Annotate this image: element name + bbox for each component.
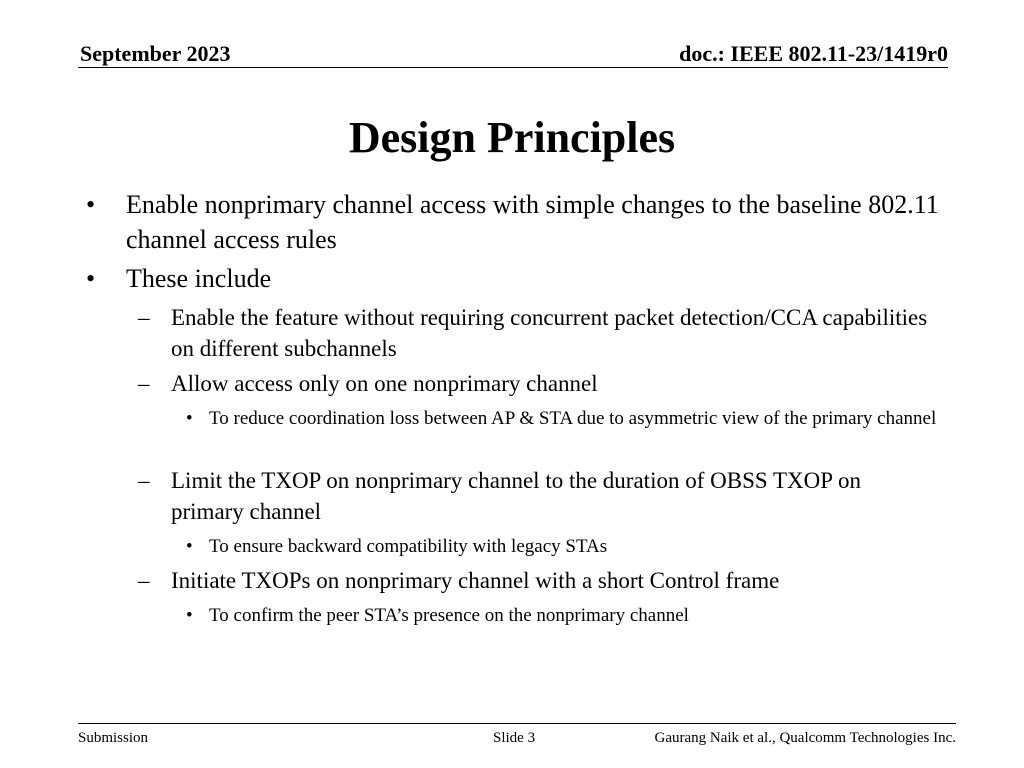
bullet-text: These include [126,264,272,293]
slide-header-date: September 2023 [80,41,231,66]
sub-bullet-text: Limit the TXOP on nonprimary channel to the duration of OBSS TXOP on primary channel [171,468,861,524]
sub-bullet-text: Initiate TXOPs on nonprimary channel with a short Control frame [171,568,780,593]
bullet-text: Enable nonprimary channel access with simple changes to the baseline 802.11 channel access rules [126,190,939,254]
footer-authors: Gaurang Naik et al., Qualcomm Technologies Inc. [654,730,956,746]
slide-header-doc-id: doc.: IEEE 802.11-23/1419r0 [679,41,948,66]
sub-sub-bullet-text: To ensure backward compatibility with legacy STAs [209,536,608,557]
footer-submission: Submission [78,730,149,746]
slide-title: Design Principles [348,113,676,162]
dash-marker: – [138,305,150,330]
dash-marker: – [138,371,150,396]
bullet-marker: • [186,408,193,429]
sub-bullet-text: Enable the feature without requiring concurrent packet detection/CCA capabilities on different subchannels [171,305,928,361]
bullet-marker: • [186,605,193,626]
dash-marker: – [138,468,150,493]
dash-marker: – [138,568,150,593]
bullet-marker: • [186,536,193,557]
bullet-marker: • [86,264,96,293]
bullet-marker: • [86,190,96,219]
sub-bullet-text: Allow access only on one nonprimary channel [171,371,598,396]
footer-slide-number: Slide 3 [493,730,536,746]
sub-sub-bullet-text: To reduce coordination loss between AP & STA due to asymmetric view of the primary channel [209,408,937,429]
sub-sub-bullet-text: To confirm the peer STA’s presence on the nonprimary channel [209,605,689,626]
header-divider [78,67,948,68]
footer-divider [78,723,956,724]
